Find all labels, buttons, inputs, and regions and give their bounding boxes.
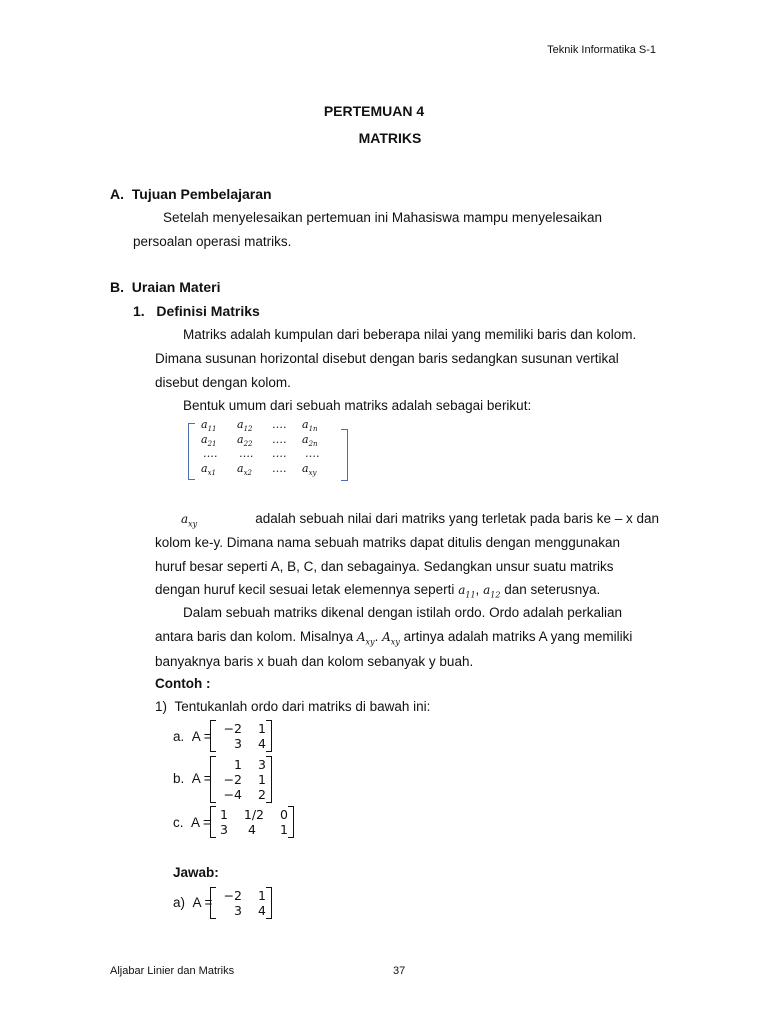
matrix-cell: 3 bbox=[220, 822, 228, 837]
dot: . bbox=[374, 629, 379, 644]
matrix-cell: 4 bbox=[248, 822, 256, 837]
section-a-line-1: Setelah menyelesaikan pertemuan ini Mahasiswa mampu menyelesaikan bbox=[163, 210, 602, 225]
element-a22: $a_{22}$ bbox=[237, 433, 253, 449]
matrix-a bbox=[218, 721, 266, 751]
ellipsis: …. bbox=[272, 447, 287, 460]
axy-line-3: huruf besar seperti A, B, C, dan sebagainya. Sedangkan unsur suatu matriks bbox=[155, 559, 614, 574]
element-a11-inline: $a_{11}$ bbox=[458, 583, 476, 600]
matrix-cell: 3 bbox=[234, 903, 242, 918]
matrix-cell: 1 bbox=[220, 807, 228, 822]
answer-a-label: a) A = bbox=[173, 895, 213, 910]
matrix-right-bracket bbox=[266, 887, 272, 919]
axy-line-4-text: dengan huruf kecil sesuai letak elemennya seperti bbox=[155, 582, 455, 597]
ellipsis: …. bbox=[272, 418, 287, 431]
general-matrix-right-bracket bbox=[341, 429, 348, 481]
comma: , bbox=[475, 582, 480, 597]
matrix-cell: −2 bbox=[223, 888, 242, 903]
matrix-left-bracket bbox=[210, 806, 216, 838]
matrix-row bbox=[218, 757, 266, 772]
page-title-topic: MATRIKS bbox=[358, 130, 422, 146]
ellipsis: …. bbox=[203, 447, 218, 460]
matrix-cell: 4 bbox=[258, 903, 266, 918]
matrix-row bbox=[218, 822, 288, 837]
axy-line-1-text: adalah sebuah nilai dari matriks yang terletak pada baris ke – x dan bbox=[255, 511, 659, 526]
general-matrix-left-bracket bbox=[188, 423, 195, 480]
matrix-row bbox=[218, 772, 266, 787]
matrix-left-bracket bbox=[210, 887, 216, 919]
page-title-meeting: PERTEMUAN 4 bbox=[323, 103, 425, 119]
matrix-cell: 3 bbox=[234, 736, 242, 751]
matrix-cell: 1 bbox=[258, 772, 266, 787]
matrix-cell: 1/2 bbox=[243, 807, 264, 822]
matrix-right-bracket bbox=[266, 720, 272, 752]
jawab-heading: Jawab: bbox=[173, 865, 219, 880]
element-a11: $a_{11}$ bbox=[201, 418, 217, 434]
matrix-cell: 1 bbox=[258, 888, 266, 903]
element-a1n: $a_{1n}$ bbox=[302, 418, 318, 434]
definition-line-3: disebut dengan kolom. bbox=[155, 375, 291, 390]
matrix-row bbox=[218, 787, 266, 802]
matrix-cell: −4 bbox=[223, 787, 242, 802]
general-form-intro: Bentuk umum dari sebuah matriks adalah sebagai berikut: bbox=[183, 398, 532, 413]
axy-line-4-end: dan seterusnya. bbox=[504, 582, 601, 597]
element-a12-inline: $a_{12}$ bbox=[483, 583, 501, 600]
matrix-left-bracket bbox=[210, 720, 216, 752]
matrix-row bbox=[218, 903, 266, 918]
contoh-heading: Contoh : bbox=[155, 676, 211, 691]
ordo-line-3: banyaknya baris x buah dan kolom sebanyak y buah. bbox=[155, 654, 474, 669]
matrix-cell: −2 bbox=[223, 721, 242, 736]
ellipsis: …. bbox=[305, 447, 320, 460]
item-a-label: a. A = bbox=[173, 729, 212, 744]
matrix-cell: −2 bbox=[223, 772, 242, 787]
matrix-left-bracket bbox=[210, 756, 216, 803]
var-axy: $a_{xy}$ bbox=[181, 512, 198, 529]
matrix-b bbox=[218, 757, 266, 802]
element-ax1: $a_{x1}$ bbox=[201, 462, 216, 478]
matrix-cell: 1 bbox=[280, 822, 288, 837]
matrix-row bbox=[218, 721, 266, 736]
answer-matrix-a bbox=[218, 888, 266, 918]
page-number: 37 bbox=[393, 965, 406, 977]
matrix-cell: 4 bbox=[258, 736, 266, 751]
element-ax2: $a_{x2}$ bbox=[237, 462, 252, 478]
item-c-label: c. A = bbox=[173, 815, 211, 830]
matrix-cell: 2 bbox=[258, 787, 266, 802]
matrix-row bbox=[218, 888, 266, 903]
element-a12: $a_{12}$ bbox=[237, 418, 253, 434]
footer-title: Aljabar Linier dan Matriks bbox=[110, 965, 235, 977]
ellipsis: …. bbox=[272, 433, 287, 446]
item-b-label: b. A = bbox=[173, 771, 212, 786]
ordo-line-2-end: artinya adalah matriks A yang memiliki bbox=[403, 629, 633, 644]
ordo-line-2-text: antara baris dan kolom. Misalnya bbox=[155, 629, 354, 644]
matrix-c bbox=[218, 807, 288, 837]
matrix-row bbox=[218, 736, 266, 751]
axy-line-2: kolom ke-y. Dimana nama sebuah matriks dapat ditulis dengan menggunakan bbox=[155, 535, 621, 550]
ellipsis: …. bbox=[239, 447, 254, 460]
matrix-right-bracket bbox=[288, 806, 294, 838]
element-axy: $a_{xy}$ bbox=[302, 462, 317, 478]
matrix-right-bracket bbox=[266, 756, 272, 803]
question-1: 1) Tentukanlah ordo dari matriks di bawah ini: bbox=[155, 699, 431, 714]
matrix-axy-inline: $A_{xy}$ bbox=[382, 630, 400, 647]
section-a-heading: A. Tujuan Pembelajaran bbox=[110, 186, 272, 202]
section-b-heading: B. Uraian Materi bbox=[110, 279, 221, 295]
definition-line-2: Dimana susunan horizontal disebut dengan baris sedangkan susunan vertikal bbox=[155, 351, 619, 366]
element-a2n: $a_{2n}$ bbox=[302, 433, 318, 449]
matrix-axy-inline: $A_{xy}$ bbox=[356, 630, 375, 647]
ordo-line-1: Dalam sebuah matriks dikenal dengan istilah ordo. Ordo adalah perkalian bbox=[183, 605, 623, 620]
matrix-row bbox=[218, 807, 288, 822]
matrix-cell: 1 bbox=[234, 757, 242, 772]
matrix-cell: 3 bbox=[258, 757, 266, 772]
matrix-cell: 0 bbox=[280, 807, 288, 822]
section-a-line-2: persoalan operasi matriks. bbox=[133, 234, 292, 249]
matrix-cell: 1 bbox=[258, 721, 266, 736]
subsection-definisi-heading: 1. Definisi Matriks bbox=[133, 303, 260, 319]
page-header: Teknik Informatika S-1 bbox=[547, 44, 656, 56]
element-a21: $a_{21}$ bbox=[201, 433, 217, 449]
definition-line-1: Matriks adalah kumpulan dari beberapa nilai yang memiliki baris dan kolom. bbox=[183, 327, 637, 342]
ellipsis: …. bbox=[272, 462, 287, 475]
